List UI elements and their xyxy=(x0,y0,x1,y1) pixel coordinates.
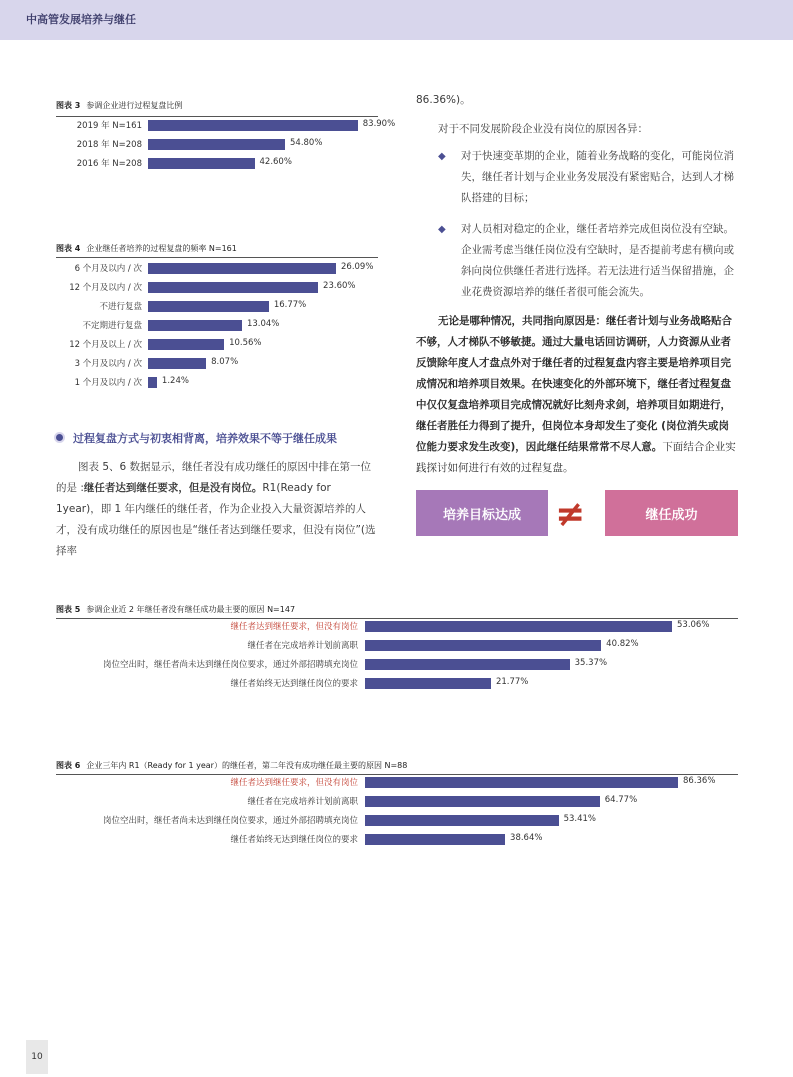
bar-value: 42.60% xyxy=(259,157,292,167)
conclusion-paragraph xyxy=(416,311,738,479)
bar-value: 53.41% xyxy=(563,814,596,824)
bar-label: 6 个月及以内 / 次 xyxy=(74,264,142,274)
left-paragraph-text xyxy=(56,457,378,562)
bar xyxy=(148,301,269,312)
bar-label: 12 个月及以上 / 次 xyxy=(69,340,142,350)
bar-value: 86.36% xyxy=(683,776,716,786)
bar-label: 继任者达到继任要求，但没有岗位 xyxy=(230,778,358,788)
chart-6-heading xyxy=(56,760,407,771)
chart-3-heading xyxy=(56,100,182,111)
bar-label: 不定期进行复盘 xyxy=(82,321,142,331)
right-text-intro: 对于不同发展阶段企业没有岗位的原因各异： xyxy=(438,123,648,135)
bar-label: 2018 年 N=208 xyxy=(76,140,142,150)
left-paragraph xyxy=(56,457,378,562)
chart-5-title: 参调企业近 2 年继任者没有继任成功最主要的原因 N=147 xyxy=(86,605,296,614)
bar xyxy=(365,777,678,788)
bar-value: 10.56% xyxy=(229,338,262,348)
bar xyxy=(365,834,505,845)
bar-label: 继任者在完成培养计划前离职 xyxy=(247,797,358,807)
bar-value: 23.60% xyxy=(323,281,356,291)
diamond-bullet-icon: ◆ xyxy=(438,224,446,235)
list-item xyxy=(416,219,738,303)
bar-value: 83.90% xyxy=(362,119,396,129)
bar xyxy=(365,640,601,651)
chart-5 xyxy=(56,604,738,694)
chart-3-rule xyxy=(56,116,378,117)
chart-6-title: 企业三年内 R1（Ready for 1 year）的继任者，第二年没有成功继任最主要的原因 N=88 xyxy=(86,761,408,770)
bar xyxy=(148,358,206,369)
chart-6-rule xyxy=(56,774,738,775)
bar-label: 2016 年 N=208 xyxy=(76,159,142,169)
bar-value: 40.82% xyxy=(606,639,639,649)
list-item xyxy=(416,146,738,209)
chart-4-label: 图表 4 xyxy=(56,244,81,253)
chart-5-rule xyxy=(56,618,738,619)
bar-value: 13.04% xyxy=(246,319,280,329)
left-text-bold: 继任者达到继任要求，但是没有岗位。 xyxy=(83,482,263,494)
chart-4 xyxy=(56,243,378,393)
chart-4-rule xyxy=(56,257,378,258)
callout-right: 继任成功 xyxy=(605,490,738,536)
bar xyxy=(148,139,285,150)
chart-4-heading xyxy=(56,243,237,254)
bar-value: 64.77% xyxy=(604,795,638,805)
chart-3-title: 参调企业进行过程复盘比例 xyxy=(86,101,183,110)
chart-6-label: 图表 6 xyxy=(56,761,81,770)
bar xyxy=(148,158,255,169)
left-text-part2: R1(Ready for 1year)，即 1 年内继任的继任者，作为企业投入大量资源培养的人才，没有成功继任的原因也是“继任者达到继任要求，但没有岗位”(选择率 xyxy=(56,482,376,557)
section-heading xyxy=(56,430,337,446)
bar-label: 继任者达到继任要求，但没有岗位 xyxy=(230,622,358,632)
diamond-bullet-icon: ◆ xyxy=(438,151,446,162)
chart-4-title: 企业继任者培养的过程复盘的频率 N=161 xyxy=(86,244,237,253)
section-heading-text: 过程复盘方式与初衷相背离，培养效果不等于继任成果 xyxy=(73,432,337,445)
chart-3-label: 图表 3 xyxy=(56,101,81,110)
bar xyxy=(365,621,672,632)
bar-value: 8.07% xyxy=(211,357,239,367)
bar-label: 岗位空出时，继任者尚未达到继任岗位要求，通过外部招聘填充岗位 xyxy=(102,660,358,670)
bar-label: 1 个月及以内 / 次 xyxy=(74,378,142,388)
page-header xyxy=(0,0,793,40)
not-equal-icon: ≠ xyxy=(555,494,586,535)
bullet-2-text: 对人员相对稳定的企业，继任者培养完成但岗位没有空缺。企业需考虑当继任岗位没有空缺时，是否提前考虑有横向或斜向岗位供继任者进行选择。若无法进行适当保留措施，企业花费资源培养的继任者很可能会流失。 xyxy=(461,223,734,298)
bar-label: 3 个月及以内 / 次 xyxy=(74,359,142,369)
bar-value: 53.06% xyxy=(677,620,710,630)
bar-label: 岗位空出时，继任者尚未达到继任岗位要求，通过外部招聘填充岗位 xyxy=(102,816,358,826)
bar xyxy=(148,377,157,388)
left-text-part1: 图表 5、6 数据显示，继任者没有成功继任的原因中排在第一位的是 : xyxy=(56,461,372,494)
chart-6 xyxy=(56,760,738,852)
page-number: 10 xyxy=(26,1040,48,1074)
bar xyxy=(365,659,570,670)
bullet-1-text: 对于快速变革期的企业，随着业务战略的变化，可能岗位消失，继任者计划与企业业务发展没有紧密贴合，达到人才梯队搭建的目标； xyxy=(461,150,734,204)
bullet-dot-icon xyxy=(56,434,63,441)
bar-label: 不进行复盘 xyxy=(99,302,142,312)
callout-left: 培养目标达成 xyxy=(416,490,548,536)
bar-label: 继任者始终无达到继任岗位的要求 xyxy=(230,835,358,845)
bar-value: 26.09% xyxy=(341,262,374,272)
chart-5-label: 图表 5 xyxy=(56,605,81,614)
bar xyxy=(148,339,224,350)
conclusion-tail: 下面结合企业实践探讨如何进行有效的过程复盘。 xyxy=(416,441,736,474)
chart-3 xyxy=(56,100,396,175)
bar xyxy=(148,320,242,331)
bar-value: 54.80% xyxy=(290,138,323,148)
bar-label: 继任者始终无达到继任岗位的要求 xyxy=(230,679,358,689)
right-column xyxy=(416,90,738,479)
bar xyxy=(365,796,600,807)
bar xyxy=(365,678,491,689)
bar xyxy=(148,263,336,274)
bar-value: 35.37% xyxy=(574,658,608,668)
chart-5-heading xyxy=(56,604,295,615)
bar-label: 2019 年 N=161 xyxy=(76,121,142,131)
bar-label: 继任者在完成培养计划前离职 xyxy=(247,641,358,651)
bar xyxy=(148,282,318,293)
bar-value: 16.77% xyxy=(273,300,307,310)
conclusion-bold: 无论是哪种情况，共同指向原因是：继任者计划与业务战略贴合不够，人才梯队不够敏捷。通过大量电话回访调研，人力资源从业者反馈除年度人才盘点外对于继任者的过程复盘内容主要是培养项目完成情况和培养项目效果。在快速变化的外部环境下，继任者过程复盘中仅仅复盘培养项目完成情况就好比刻舟求剑，培养项目如期进行，继任者胜任力得到了提升，但岗位本身却发生了变化 (岗位消失或岗位能力要求发生改变)，因此继任结果常常不尽人意。 xyxy=(416,315,732,453)
bar-label: 12 个月及以内 / 次 xyxy=(69,283,142,293)
bar-value: 1.24% xyxy=(161,376,189,386)
bar xyxy=(148,120,358,131)
header-title: 中高管发展培养与继任 xyxy=(26,13,136,26)
bar xyxy=(365,815,559,826)
bar-value: 21.77% xyxy=(495,677,529,687)
bar-value: 38.64% xyxy=(510,833,543,843)
right-text-continuation: 86.36%)。 xyxy=(416,94,471,106)
